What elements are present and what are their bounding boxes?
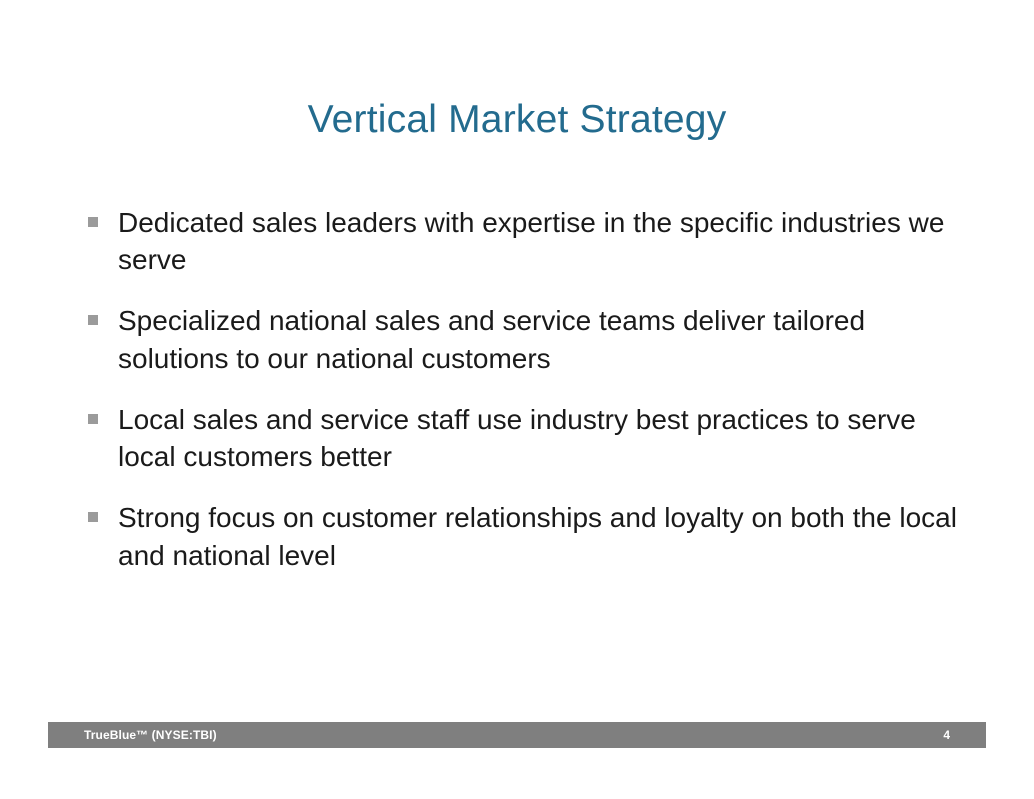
square-bullet-icon	[88, 499, 118, 522]
list-item-text: Local sales and service staff use industry best practices to serve local customers better	[118, 403, 916, 473]
list-item-text: Specialized national sales and service teams deliver tailored solutions to our national customers	[118, 305, 866, 374]
footer-company-label: TrueBlue™ (NYSE:TBI)	[84, 728, 217, 742]
list-item	[88, 204, 958, 278]
list-item-text: Dedicated sales leaders with expertise in the specific industries we serve	[118, 207, 945, 276]
page-title: Vertical Market Strategy	[307, 98, 727, 142]
slide-footer	[48, 722, 986, 748]
square-bullet-icon	[88, 401, 118, 424]
square-bullet-icon	[88, 302, 118, 325]
square-bullet-icon	[88, 204, 118, 227]
bullet-list	[88, 204, 958, 598]
list-item-text: Strong focus on customer relationships and loyalty on both the local and national level	[118, 502, 957, 571]
list-item	[88, 401, 958, 475]
slide-number: 4	[943, 728, 950, 742]
list-item	[88, 302, 958, 376]
list-item	[88, 499, 958, 573]
